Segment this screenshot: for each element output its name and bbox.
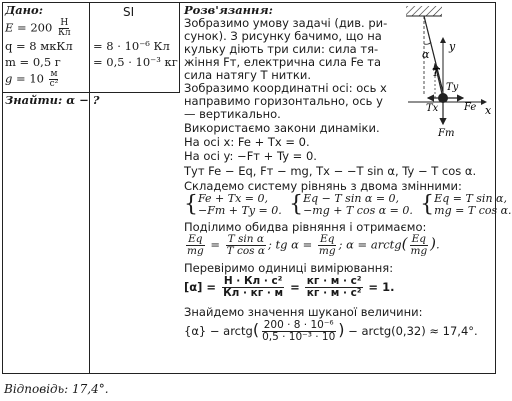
label-alpha: α (422, 48, 430, 61)
para-3: Використаємо закони динаміки. (184, 121, 380, 135)
force-diagram (388, 4, 496, 140)
alpha-arc (424, 42, 431, 44)
axis-y-equation: На осі y: −Fт + Ty = 0. (184, 149, 317, 163)
para-1-line-2: сунок). З рисунку бачимо, що на (184, 29, 382, 43)
label-Ft: Fт (438, 128, 455, 139)
divide-intro: Поділимо обидва рівняння і отримаємо: (184, 220, 427, 234)
label-x: x (485, 104, 492, 117)
charged-ball (438, 93, 448, 103)
para-2-line-1: Зобразимо координатні осі: ось x (184, 81, 387, 95)
label-y: y (449, 40, 456, 53)
answer: Відповідь: 17,4°. (4, 382, 109, 396)
value-intro: Знайдемо значення шуканої величини: (184, 305, 423, 319)
si-line-2: = 0,5 · 10⁻³ кг (93, 55, 178, 69)
si-header: SI (123, 5, 135, 19)
tan-equation: $\frac{Eq}{mg}$ = $\frac{\text{T sin α}}{\text{T cos α}}$ ; tg α = $\frac{Eq}{mg}$ ; α = arctg( $\frac{Eq}{mg}$ ). (187, 233, 440, 257)
system-intro: Складемо систему рівнянь з двома змінними: (184, 179, 462, 193)
given-find: Знайти: α − ? (5, 93, 100, 107)
equation-systems: { Fe + Tx = 0, −Fт + Ty = 0. { Eq − T sin α = 0, −mg + T cos α = 0. { Eq = T sin α, mg = T cos α. (184, 192, 512, 217)
ceiling-hatch (406, 6, 442, 16)
si-line-1: = 8 · 10⁻⁶ Кл (93, 39, 170, 53)
units-equation: [α] = $\frac{\text{Н · Кл · с²}}{Кл \cdot кг \cdot м}$ = $\frac{\text{кг · м · с²}}{\text{кг · м · с²}}$ = 1. (184, 275, 395, 299)
para-1-line-5: сила натягу T нитки. (184, 68, 311, 82)
para-1-line-4: жіння Fт, електрична сила Fe та (184, 55, 382, 69)
given-q: q = 8 мкКл (5, 39, 73, 53)
para-2-line-2: направимо горизонтально, ось y (184, 94, 383, 108)
given-m: m = 0,5 г (5, 55, 61, 69)
label-Ty: Ty (446, 82, 459, 93)
label-Fe: Fe (464, 102, 477, 113)
para-1-line-1: Зобразимо умову задачі (див. ри- (184, 16, 388, 30)
units-intro: Перевіримо одиниці вимірювання: (184, 261, 394, 275)
given-header: Дано: (5, 3, 43, 17)
label-T: T (432, 66, 440, 79)
value-equation: {α} − arctg( $\frac{\text{200 · 8 · 10⁻⁶}}{\text{0,5 · 10⁻³ · 10}}$ ) − arctg(0,32) ≈ 17,4°. (184, 319, 478, 343)
label-Tx: Tx (426, 103, 439, 114)
definitions: Тут Fe − Eq, Fт − mg, Tx − −T sin α, Ty − T cos α. (184, 164, 477, 178)
para-2-line-3: — вертикально. (184, 107, 281, 121)
given-E: E = 200 $\frac{Н}{Кл}$ (5, 18, 71, 38)
para-1-line-3: кульку діють три сили: сила тя- (184, 42, 379, 56)
axis-x-equation: На осі x: Fe + Tx = 0. (184, 135, 310, 149)
given-g: g = 10 $\frac{м}{\text{с²}}$ (5, 69, 59, 89)
solution-header: Розв'язання: (184, 3, 273, 17)
